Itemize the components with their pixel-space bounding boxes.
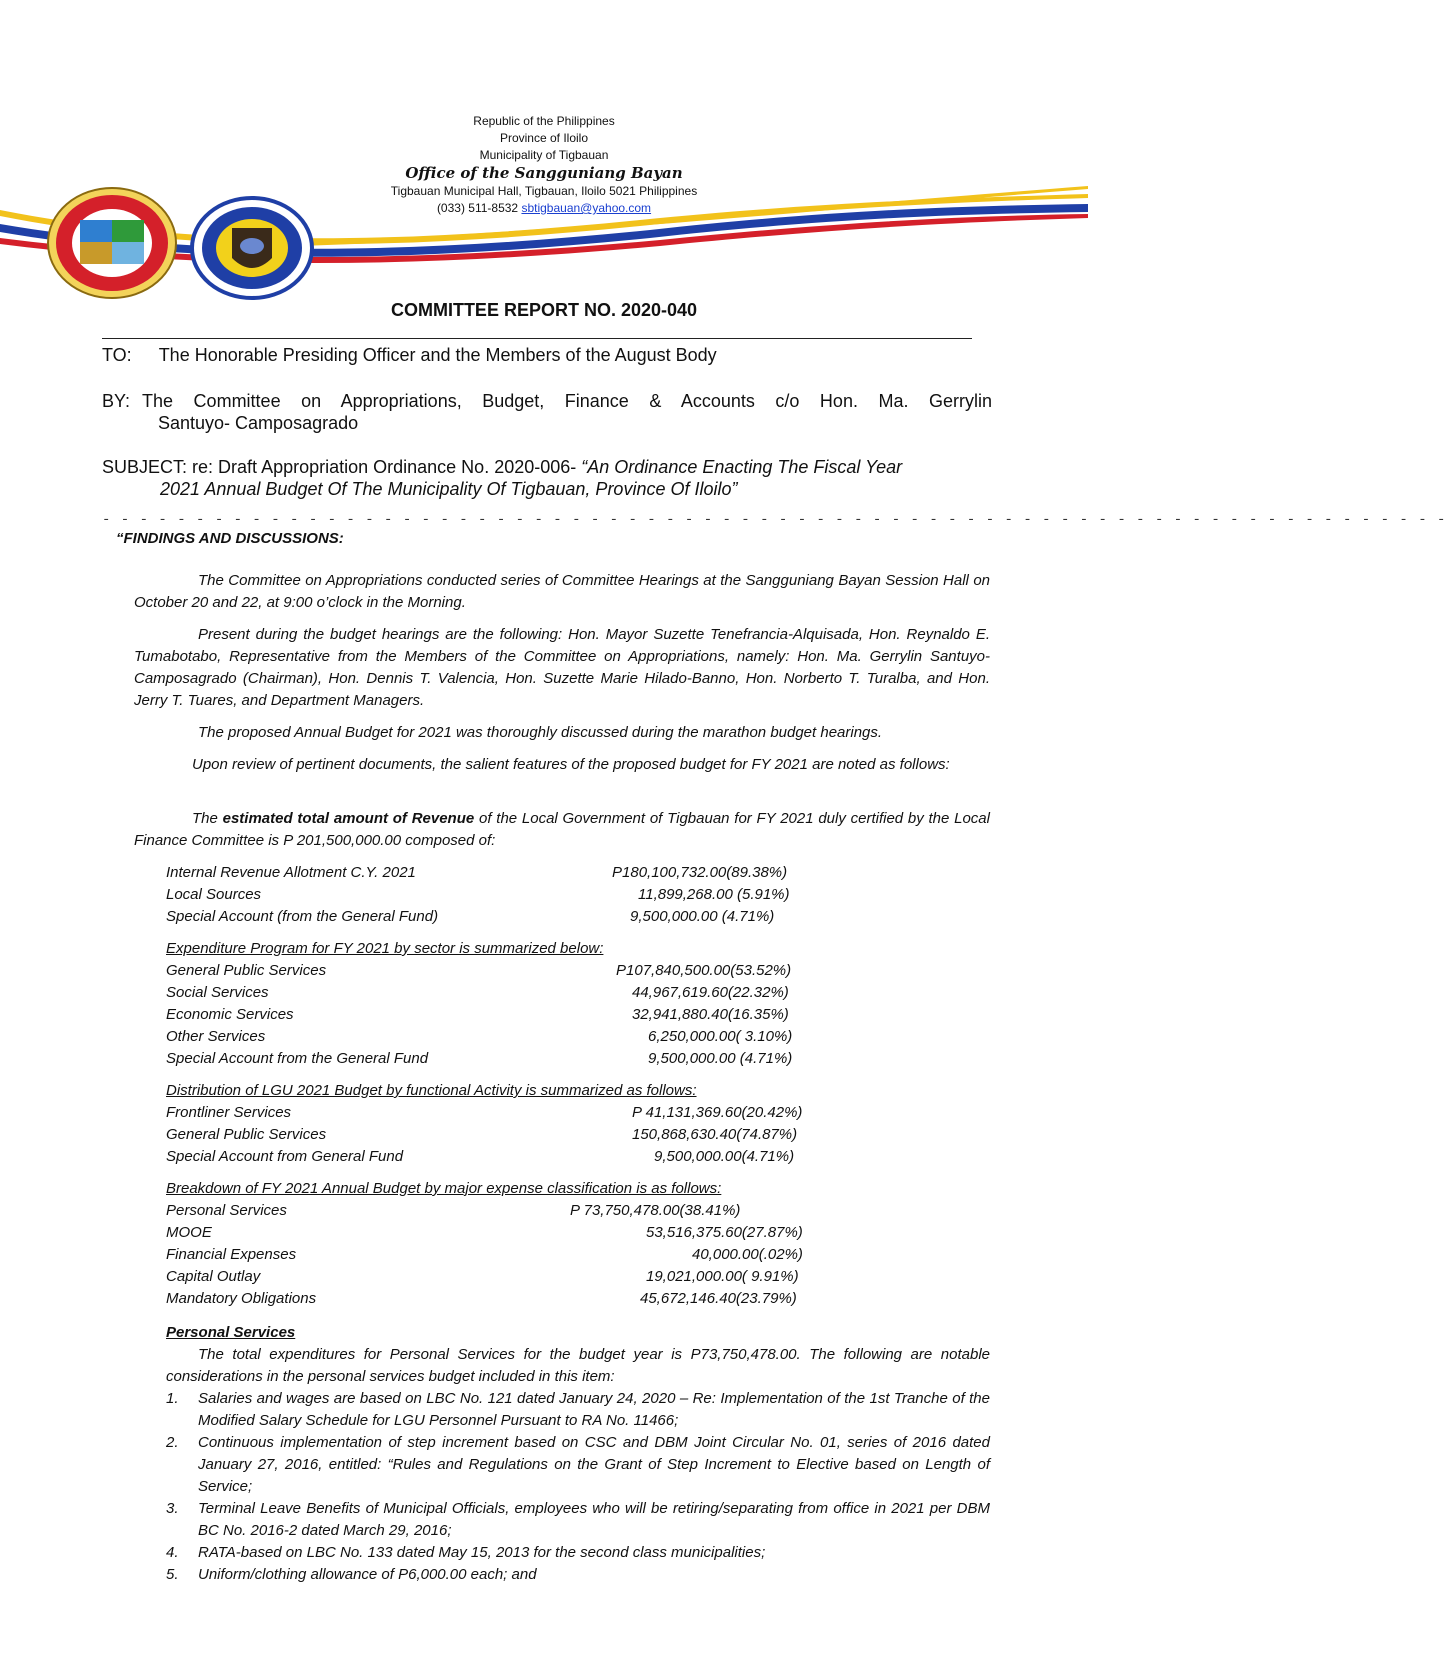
subject-ordinance-title-1: “An Ordinance Enacting The Fiscal Year (581, 457, 903, 477)
breakdown-row-value: 45,672,146.40(23.79%) (640, 1290, 797, 1307)
distribution-row-value: 150,868,630.40(74.87%) (632, 1126, 798, 1143)
findings-heading: “FINDINGS AND DISCUSSIONS: (116, 530, 344, 547)
letterhead-province: Province of Iloilo (499, 131, 589, 145)
expenditure-row-value: 6,250,000.00( 3.10%) (648, 1028, 793, 1045)
breakdown-heading: Breakdown of FY 2021 Annual Budget by major expense classification is as follows: (166, 1180, 722, 1197)
subject-text: re: Draft Appropriation Ordinance No. 2020-006- (192, 457, 577, 477)
expenditure-row-label: Other Services (166, 1028, 266, 1045)
letterhead-republic: Republic of the Philippines (473, 114, 615, 128)
distribution-row-label: Special Account from General Fund (166, 1148, 404, 1165)
expenditure-row-value: 9,500,000.00 (4.71%) (648, 1050, 793, 1067)
breakdown-row-value: 40,000.00(.02%) (692, 1246, 803, 1263)
expenditure-heading: Expenditure Program for FY 2021 by sector is summarized below: (166, 940, 604, 957)
subject-line (102, 456, 992, 500)
list-item: RATA-based on LBC No. 133 dated May 15, 2013 for the second class municipalities; (198, 1544, 766, 1561)
by-text-1: The Committee on Appropriations, Budget, Finance & Accounts c/o Hon. Ma. Gerrylin (142, 391, 992, 411)
letterhead-phone: (033) 511-8532 (436, 201, 519, 215)
breakdown-row-label: Personal Services (166, 1202, 287, 1219)
expenditure-row-value: P107,840,500.00(53.52%) (616, 962, 792, 979)
findings-paragraph-2 (134, 624, 990, 712)
revenue-row-value: 9,500,000.00 (4.71%) (630, 908, 775, 925)
findings-paragraph-5 (134, 808, 990, 852)
list-item-number: 1. (166, 1390, 179, 1407)
by-text-2: Santuyo- Camposagrado (158, 413, 359, 433)
personal-services-intro-text: The total expenditures for Personal Services for the budget year is P73,750,478.00. The following are notable considerations in the personal services budget included in this item: (166, 1346, 990, 1385)
breakdown-row-label: Capital Outlay (166, 1268, 261, 1285)
dashed-separator: - - - - - - - - - - - - - - - - - - - - - - - - - - - - - - - - - - - - - - - - - - - - - - - - - - - - - - - - - - - - - - - - - - - - - - - - (102, 512, 1446, 528)
list-item-number: 5. (166, 1566, 179, 1583)
findings-paragraph-4 (134, 754, 990, 776)
findings-p5-pre: The (192, 810, 218, 827)
breakdown-row-label: Mandatory Obligations (166, 1290, 317, 1307)
breakdown-row-label: Financial Expenses (166, 1246, 297, 1263)
distribution-heading: Distribution of LGU 2021 Budget by functional Activity is summarized as follows: (166, 1082, 697, 1099)
breakdown-row-value: 19,021,000.00( 9.91%) (646, 1268, 799, 1285)
breakdown-row-label: MOOE (166, 1224, 212, 1241)
findings-p4-text: Upon review of pertinent documents, the salient features of the proposed budget for FY 2021 are noted as follows: (192, 756, 950, 773)
letterhead-email-link[interactable]: sbtigbauan@yahoo.com (521, 201, 652, 215)
revenue-row-value: 11,899,268.00 (5.91%) (638, 886, 790, 903)
to-text: The Honorable Presiding Officer and the Members of the August Body (158, 345, 717, 365)
expenditure-row-label: General Public Services (166, 962, 327, 979)
findings-p1-text: The Committee on Appropriations conducted series of Committee Hearings at the Sangguniang Bayan Session Hall on October 20 and 22, at 9:00 o’clock in the Morning. (134, 572, 990, 611)
findings-paragraph-1 (134, 570, 990, 614)
expenditure-row-value: 32,941,880.40(16.35%) (632, 1006, 789, 1023)
distribution-row-value: P 41,131,369.60(20.42%) (632, 1104, 803, 1121)
letterhead-municipality: Municipality of Tigbauan (479, 148, 609, 162)
expenditure-row-value: 44,967,619.60(22.32%) (632, 984, 789, 1001)
list-item-number: 4. (166, 1544, 179, 1561)
list-item: Terminal Leave Benefits of Municipal Officials, employees who will be retiring/separating from office in 2021 per DBM BC No. 2016-2 dated March 29, 2016; (198, 1500, 990, 1539)
findings-paragraph-3 (134, 722, 990, 744)
personal-services-heading: Personal Services (166, 1324, 296, 1341)
breakdown-row-value: P 73,750,478.00(38.41%) (570, 1202, 741, 1219)
letterhead-address: Tigbauan Municipal Hall, Tigbauan, Iloilo 5021 Philippines (390, 184, 698, 198)
revenue-row-value: P180,100,732.00(89.38%) (612, 864, 788, 881)
by-label: BY: (102, 391, 131, 411)
list-item: Continuous implementation of step increment based on CSC and DBM Joint Circular No. 01, series of 2016 dated January 27, 2016, entitled: “Rules and Regulations on the Grant of Step Increment to Elective based on Length of Service; (198, 1434, 990, 1495)
personal-services-intro (166, 1344, 990, 1388)
expenditure-row-label: Special Account from the General Fund (166, 1050, 429, 1067)
findings-p2-text: Present during the budget hearings are the following: Hon. Mayor Suzette Tenefrancia-Alquisada, Hon. Reynaldo E. Tumabotabo, Representative from the Members of the Committee on Appropriations, namely: Hon. Ma. Gerrylin Santuyo-Camposagrado (Chairman), Hon. Dennis T. Valencia, Hon. Suzette Marie Hilado-Banno, Hon. Norberto T. Turalba, and Hon. Jerry T. Tuares, and Department Managers. (134, 626, 990, 709)
list-item-number: 2. (166, 1434, 179, 1451)
letterhead-office-title: Office of the Sangguniang Bayan (405, 164, 683, 182)
to-label: TO: (102, 345, 132, 365)
subject-label: SUBJECT: (102, 457, 188, 477)
distribution-row-label: General Public Services (166, 1126, 327, 1143)
distribution-row-label: Frontliner Services (166, 1104, 292, 1121)
expenditure-row-label: Economic Services (166, 1006, 294, 1023)
title-underline (102, 338, 972, 339)
list-item: Salaries and wages are based on LBC No. 121 dated January 24, 2020 – Re: Implementation of the 1st Tranche of the Modified Salary Schedule for LGU Personnel Pursuant to RA No. 11466; (198, 1390, 990, 1429)
distribution-row-value: 9,500,000.00(4.71%) (654, 1148, 795, 1165)
revenue-row-label: Internal Revenue Allotment C.Y. 2021 (166, 864, 416, 881)
breakdown-row-value: 53,516,375.60(27.87%) (646, 1224, 803, 1241)
expenditure-row-label: Social Services (166, 984, 269, 1001)
revenue-row-label: Special Account (from the General Fund) (166, 908, 439, 925)
by-line (102, 390, 992, 434)
to-line (102, 344, 982, 366)
findings-p5-bold: estimated total amount of Revenue (222, 810, 475, 827)
findings-p3-text: The proposed Annual Budget for 2021 was thoroughly discussed during the marathon budget hearings. (198, 724, 883, 741)
list-item-number: 3. (166, 1500, 179, 1517)
list-item: Uniform/clothing allowance of P6,000.00 each; and (198, 1566, 537, 1583)
revenue-row-label: Local Sources (166, 886, 262, 903)
report-title: COMMITTEE REPORT NO. 2020-040 (390, 300, 698, 320)
letterhead-contact (0, 200, 1088, 217)
letterhead (0, 113, 1088, 217)
subject-ordinance-title-2: 2021 Annual Budget Of The Municipality Of Tigbauan, Province Of Iloilo” (160, 479, 738, 499)
findings-p5-post: of the Local Government of Tigbauan for FY 2021 duly certified by the Local Finance Committee is P 201,500,000.00 composed of: (134, 810, 990, 849)
